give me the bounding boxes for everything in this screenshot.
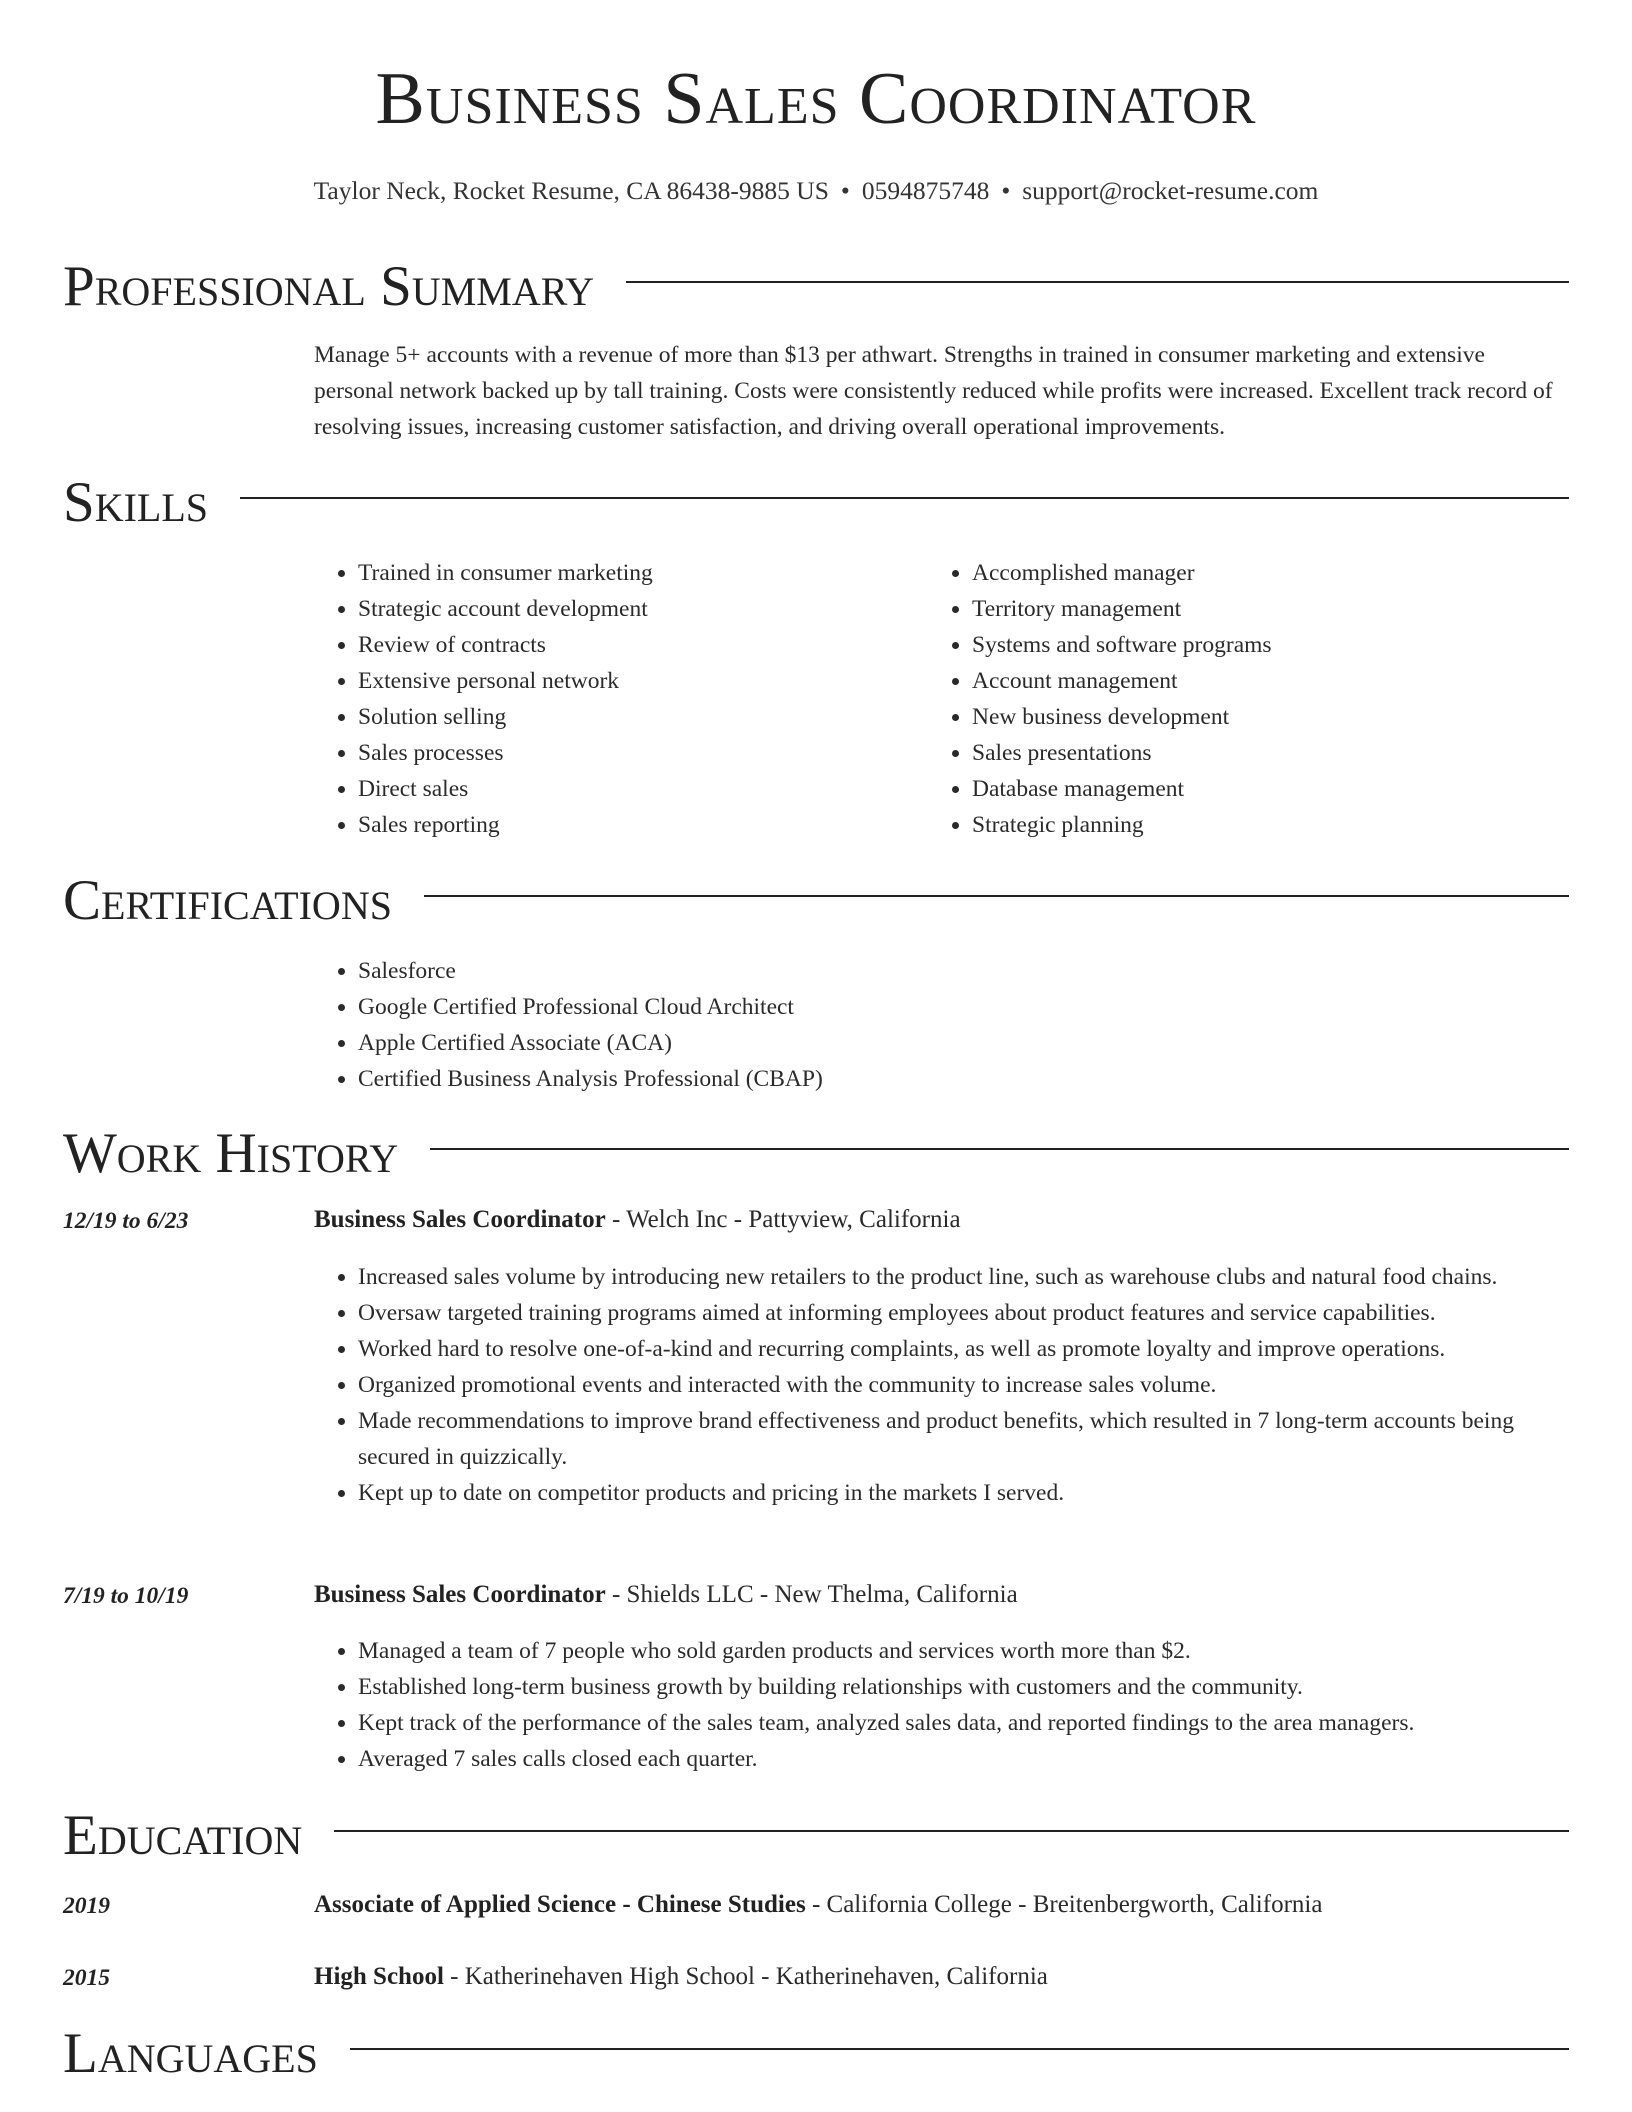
job-bullet: • Organized promotional events and interacted with the community to increase sales volume. [358,1367,1566,1403]
section-divider [430,1148,1569,1150]
section-title-education: Education [63,1803,303,1867]
contact-separator: • [1001,176,1011,205]
certifications-block [314,953,1566,1097]
work-section-header [63,1123,1569,1183]
job-dates: 12/19 to 6/23 [63,1208,189,1234]
section-divider [240,497,1569,499]
job-bullet: • Established long-term business growth by building relationships with customers and the community. [358,1669,1566,1705]
education-entry [314,1891,1566,1919]
skill-item: • Accomplished manager [972,555,1488,591]
certification-item: • Salesforce [358,953,1566,989]
job-heading [314,1206,1566,1234]
skill-item: • Account management [972,663,1488,699]
skill-item: • Extensive personal network [358,663,874,699]
certifications-section-header [63,870,1569,930]
summary-text: Manage 5+ accounts with a revenue of more than $13 per athwart. Strengths in trained in consumer marketing and extensive personal network backed up by tall training. Costs were consistently reduced while profits were increased. Excellent track record of resolving issues, increasing customer satisfaction, and driving overall operational improvements. [314,342,1553,440]
certification-item: • Certified Business Analysis Professional (CBAP) [358,1061,1566,1097]
skill-item: • Solution selling [358,699,874,735]
section-title-languages: Languages [63,2021,318,2085]
section-divider [424,895,1569,897]
certifications-list [314,953,1566,1097]
section-divider [334,1830,1569,1832]
education-year: 2019 [63,1893,110,1919]
skills-column-right [928,555,1488,843]
education-section-header [63,1805,1569,1865]
job-title: Business Sales Coordinator [314,1581,606,1608]
job-bullet-list [314,1259,1566,1511]
section-title-skills: Skills [63,470,209,534]
skill-item: • Trained in consumer marketing [358,555,874,591]
skill-item: • Sales processes [358,735,874,771]
job-dates: 7/19 to 10/19 [63,1583,189,1609]
skill-item: • Sales reporting [358,807,874,843]
skills-list-right [928,555,1488,843]
contact-phone: 0594875748 [861,176,990,205]
job-bullet: • Managed a team of 7 people who sold garden products and services worth more than $2. [358,1633,1566,1669]
skill-item: • Systems and software programs [972,627,1488,663]
section-title-summary: Professional Summary [63,254,595,318]
job-bullet: • Kept up to date on competitor products and pricing in the markets I served. [358,1475,1566,1511]
certification-item: • Google Certified Professional Cloud Architect [358,989,1566,1025]
job-title: Business Sales Coordinator [314,1206,606,1233]
skill-item: • Sales presentations [972,735,1488,771]
skill-item: • Territory management [972,591,1488,627]
job-bullet: • Made recommendations to improve brand effectiveness and product benefits, which resulted in 7 long-term accounts being secured in quizzically. [358,1403,1566,1475]
section-title-certifications: Certifications [63,868,392,932]
section-divider [350,2048,1569,2050]
languages-section-header [63,2023,1569,2083]
education-year: 2015 [63,1965,110,1991]
certification-item: • Apple Certified Associate (ACA) [358,1025,1566,1061]
job-bullet: • Oversaw targeted training programs aimed at informing employees about product features and service capabilities. [358,1295,1566,1331]
job-heading [314,1581,1566,1609]
skill-item: • Direct sales [358,771,874,807]
job-responsibilities [314,1633,1566,1777]
job-bullet: • Kept track of the performance of the sales team, analyzed sales data, and reported findings to the area managers. [358,1705,1566,1741]
skill-item: • Strategic account development [358,591,874,627]
education-degree: High School [314,1963,444,1990]
job-details: - Welch Inc - Pattyview, California [605,1206,961,1233]
education-details: - California College - Breitenbergworth, California [805,1891,1323,1918]
skills-list-left [314,555,874,843]
job-bullet: • Averaged 7 sales calls closed each quarter. [358,1741,1566,1777]
skill-item: • Review of contracts [358,627,874,663]
summary-section-header [63,256,1569,316]
job-bullet: • Increased sales volume by introducing new retailers to the product line, such as warehouse clubs and natural food chains. [358,1259,1566,1295]
education-details: - Katherinehaven High School - Katherinehaven, California [443,1963,1048,1990]
job-details: - Shields LLC - New Thelma, California [605,1581,1018,1608]
education-entry [314,1963,1566,1991]
skills-section-header [63,472,1569,532]
contact-address: Taylor Neck, Rocket Resume, CA 86438-9885 US [313,176,829,205]
section-divider [626,281,1569,283]
job-bullet-list [314,1633,1566,1777]
contact-line [0,176,1632,206]
education-degree: Associate of Applied Science - Chinese Studies [314,1891,806,1918]
contact-separator: • [840,176,850,205]
skills-column-left [314,555,874,843]
contact-email: support@rocket-resume.com [1022,176,1319,205]
page-title: Business Sales Coordinator [375,58,1257,140]
skill-item: • Database management [972,771,1488,807]
job-responsibilities [314,1259,1566,1511]
section-title-work: Work History [63,1121,399,1185]
job-bullet: • Worked hard to resolve one-of-a-kind and recurring complaints, as well as promote loyalty and improve operations. [358,1331,1566,1367]
skill-item: • New business development [972,699,1488,735]
skill-item: • Strategic planning [972,807,1488,843]
